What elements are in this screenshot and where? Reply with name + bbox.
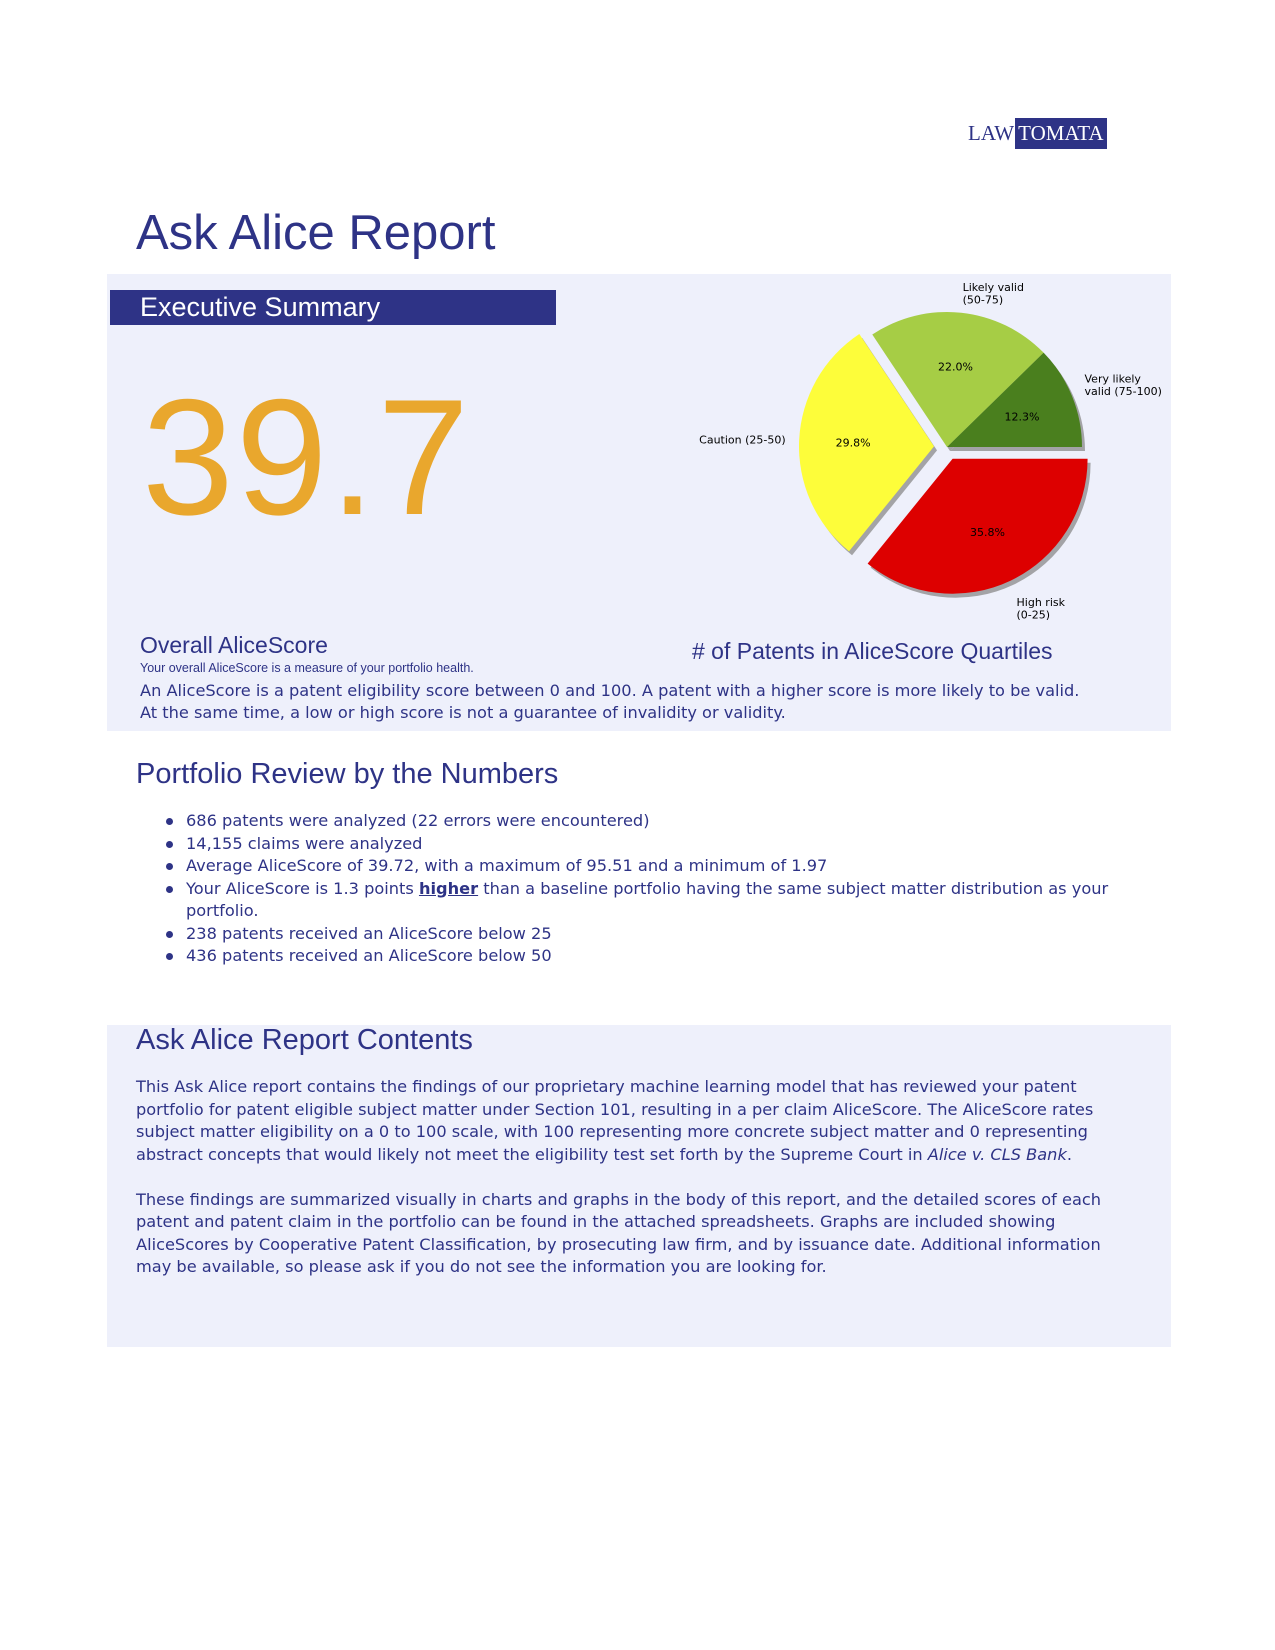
page-title: Ask Alice Report	[136, 206, 496, 260]
pie-category-label: (50-75)	[962, 293, 1004, 307]
logo-part-tomata: TOMATA	[1015, 118, 1106, 149]
report-contents-paragraph-2: These findings are summarized visually in charts and graphs in the body of this report, and the detailed scores of each patent and patent claim in the portfolio can be found in the attached spreadsheets. Graphs are included showing AliceScores by Cooperative Patent Classification, by prosecuting law firm, and by issuance date. Additional information may be available, so please ask if you do not see the information you are looking for.	[136, 1189, 1102, 1276]
list-item: 686 patents were analyzed (22 errors were encountered)	[160, 810, 1130, 833]
list-item: 436 patents received an AliceScore below 50	[160, 945, 1130, 968]
higher-link[interactable]: higher	[418, 878, 479, 898]
baseline-text-pre: Your AliceScore is 1.3 points	[186, 878, 419, 898]
pie-category-label: (0-25)	[1016, 608, 1051, 622]
overall-alicescore-heading: Overall AliceScore	[140, 632, 328, 658]
alicescore-description-line-1: An AliceScore is a patent eligibility score between 0 and 100. A patent with a higher score is more likely to be valid.	[140, 681, 1080, 700]
overall-alicescore-subtitle: Your overall AliceScore is a measure of your portfolio health.	[140, 661, 474, 675]
pie-category-label: Caution (25-50)	[699, 433, 786, 447]
baseline-text-post: than a baseline portfolio having the same subject matter distribution as your portfolio.	[186, 878, 1109, 920]
numbers-list	[160, 810, 1130, 968]
logo-part-law: LAW	[968, 121, 1015, 145]
pie-value-label: 29.8%	[835, 436, 871, 450]
alicescore-description	[140, 680, 1150, 724]
list-item: 238 patents received an AliceScore below 25	[160, 923, 1130, 946]
pie-category-label: Likely valid	[962, 280, 1024, 294]
numbers-heading: Portfolio Review by the Numbers	[136, 758, 559, 790]
pie-category-label: Very likely	[1084, 372, 1141, 386]
case-name: Alice v. CLS Bank	[927, 1144, 1067, 1164]
pie-category-label: High risk	[1016, 595, 1065, 609]
paragraph-1-end: .	[1066, 1144, 1072, 1164]
alicescore-description-line-2: At the same time, a low or high score is not a guarantee of invalidity or validity.	[140, 703, 786, 722]
quartile-pie-chart	[697, 274, 1171, 622]
pie-category-label: valid (75-100)	[1084, 384, 1162, 398]
pie-value-label: 12.3%	[1004, 410, 1040, 424]
pie-value-label: 22.0%	[938, 360, 973, 374]
quartile-chart-heading: # of Patents in AliceScore Quartiles	[692, 638, 1053, 664]
report-contents-paragraph-1	[136, 1076, 1111, 1166]
pie-value-label: 35.8%	[969, 525, 1005, 539]
list-item: 14,155 claims were analyzed	[160, 833, 1130, 856]
report-contents-heading: Ask Alice Report Contents	[136, 1024, 473, 1056]
executive-summary-banner: Executive Summary	[110, 290, 556, 325]
overall-alicescore-value: 39.7	[142, 365, 472, 549]
executive-summary-panel	[107, 274, 1171, 731]
paragraph-1-main: This Ask Alice report contains the findings of our proprietary machine learning model that has reviewed your patent portfolio for patent eligible subject matter under Section 101, resulting in a per claim AliceScore. The AliceScore rates subject matter eligibility on a 0 to 100 scale, with 100 representing more concrete subject matter and 0 representing abstract concepts that would likely not meet the eligibility test set forth by the Supreme Court in	[136, 1077, 1094, 1164]
lawtomata-logo	[968, 118, 1107, 149]
list-item: Average AliceScore of 39.72, with a maximum of 95.51 and a minimum of 1.97	[160, 855, 1130, 878]
report-contents-body	[136, 1076, 1111, 1301]
list-item-baseline	[160, 878, 1130, 923]
